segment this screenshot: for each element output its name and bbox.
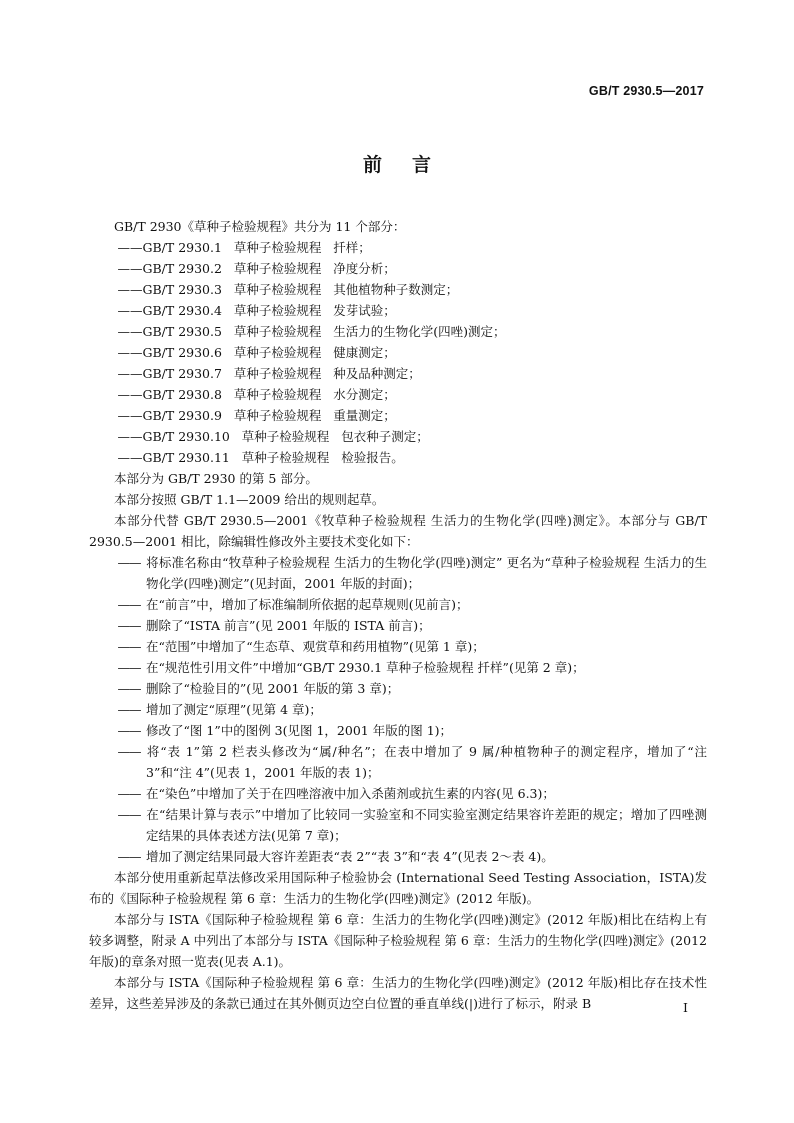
list-item <box>89 804 707 846</box>
replace-paragraph: 本部分代替 GB/T 2930.5—2001《牧草种子检验规程 生活力的生物化学(四唑)测定》。本部分与 GB/T 2930.5—2001 相比，除编辑性修改外主要技术变化如下： <box>89 513 707 549</box>
list-item-text: 将标准名称由“牧草种子检验规程 生活力的生物化学(四唑)测定” 更名为“草种子检验规程 生活力的生物化学(四唑)测定”(见封面，2001 年版的封面)； <box>146 555 707 591</box>
list-item <box>89 657 707 678</box>
list-item: ——GB/T 2930.8 草种子检验规程 水分测定； <box>117 387 396 402</box>
list-item-text: 在“规范性引用文件”中增加“GB/T 2930.1 草种子检验规程 扦样”(见第 2 章)； <box>146 660 585 675</box>
list-item <box>89 783 707 804</box>
list-item: ——GB/T 2930.7 草种子检验规程 种及品种测定； <box>117 366 421 381</box>
standard-number: GB/T 2930.5—2017 <box>588 84 704 98</box>
list-item-text: 在“染色”中增加了关于在四唑溶液中加入杀菌剂或抗生素的内容(见 6.3)； <box>146 786 555 801</box>
ista-adoption-paragraph: 本部分使用重新起草法修改采用国际种子检验协会 (International Seed Testing Association，ISTA)发布的《国际种子检验规程 第 6 章：生活力的生物化学(四唑)测定》(2012 年版)。 <box>89 870 707 906</box>
list-item: ——GB/T 2930.6 草种子检验规程 健康测定； <box>117 345 396 360</box>
dash-marker: —— <box>117 786 141 801</box>
dash-marker: —— <box>117 660 141 675</box>
intro-paragraph: GB/T 2930《草种子检验规程》共分为 11 个部分： <box>114 219 406 234</box>
changes-list <box>89 552 707 867</box>
dash-marker: —— <box>117 723 141 738</box>
list-item-text: 增加了测定“原理”(见第 4 章)； <box>146 702 322 717</box>
list-item: ——GB/T 2930.9 草种子检验规程 重量测定； <box>117 408 396 423</box>
document-body <box>89 216 707 1014</box>
list-item-text: 修改了“图 1”中的图例 3(见图 1，2001 年版的图 1)； <box>146 723 453 738</box>
list-item <box>89 594 707 615</box>
list-item: ——GB/T 2930.2 草种子检验规程 净度分析； <box>117 261 396 276</box>
list-item <box>89 741 707 783</box>
dash-marker: —— <box>117 597 141 612</box>
list-item-text: 删除了“检验目的”(见 2001 年版的第 3 章)； <box>146 681 400 696</box>
dash-marker: —— <box>117 639 141 654</box>
list-item <box>89 699 707 720</box>
list-item-text: 在“结果计算与表示”中增加了比较同一实验室和不同实验室测定结果容许差距的规定；增加了四唑测定结果的具体表述方法(见第 7 章)； <box>146 807 707 843</box>
list-item: ——GB/T 2930.11 草种子检验规程 检验报告。 <box>117 450 404 465</box>
dash-marker: —— <box>117 849 141 864</box>
list-item-text: 在“范围”中增加了“生态草、观赏草和药用植物”(见第 1 章)； <box>146 639 485 654</box>
list-item: ——GB/T 2930.1 草种子检验规程 扦样； <box>117 240 371 255</box>
list-item: ——GB/T 2930.5 草种子检验规程 生活力的生物化学(四唑)测定； <box>117 324 506 339</box>
dash-marker: —— <box>117 618 141 633</box>
ista-structure-paragraph: 本部分与 ISTA《国际种子检验规程 第 6 章：生活力的生物化学(四唑)测定》(2012 年版)相比在结构上有较多调整，附录 A 中列出了本部分与 ISTA《国际种子检验规程 第 6 章：生活力的生物化学(四唑)测定》(2012 年版)的章条对照一览表(见表 A.1)。 <box>89 912 707 969</box>
list-item: ——GB/T 2930.10 草种子检验规程 包衣种子测定； <box>117 429 429 444</box>
list-item <box>89 720 707 741</box>
dash-marker: —— <box>117 555 141 570</box>
dash-marker: —— <box>117 681 141 696</box>
list-item-text: 删除了“ISTA 前言”(见 2001 年版的 ISTA 前言)； <box>146 618 431 633</box>
dash-marker: —— <box>117 702 141 717</box>
parts-list <box>89 237 707 468</box>
ista-differences-paragraph: 本部分与 ISTA《国际种子检验规程 第 6 章：生活力的生物化学(四唑)测定》(2012 年版)相比存在技术性差异，这些差异涉及的条款已通过在其外侧页边空白位置的垂直单线(|)进行了标示，附录 B <box>89 975 707 1011</box>
list-item <box>89 636 707 657</box>
list-item-text: 在“前言”中，增加了标准编制所依据的起草规则(见前言)； <box>146 597 469 612</box>
page-number: I <box>683 1000 688 1015</box>
list-item <box>89 846 707 867</box>
list-item-text: 增加了测定结果同最大容许差距表“表 2”“表 3”和“表 4”(见表 2～表 4)。 <box>146 849 554 864</box>
dash-marker: —— <box>117 744 141 759</box>
page-title: 前言 <box>362 154 461 176</box>
list-item: ——GB/T 2930.4 草种子检验规程 发芽试验； <box>117 303 396 318</box>
list-item-text: 将“表 1”第 2 栏表头修改为“属/种名”；在表中增加了 9 属/种植物种子的测定程序，增加了“注 3”和“注 4”(见表 1，2001 年版的表 1)； <box>146 744 707 780</box>
list-item <box>89 552 707 594</box>
list-item <box>89 678 707 699</box>
list-item: ——GB/T 2930.3 草种子检验规程 其他植物种子数测定； <box>117 282 459 297</box>
list-item <box>89 615 707 636</box>
dash-marker: —— <box>117 807 141 822</box>
rules-paragraph: 本部分按照 GB/T 1.1—2009 给出的规则起草。 <box>114 492 385 507</box>
part-paragraph: 本部分为 GB/T 2930 的第 5 部分。 <box>114 471 318 486</box>
